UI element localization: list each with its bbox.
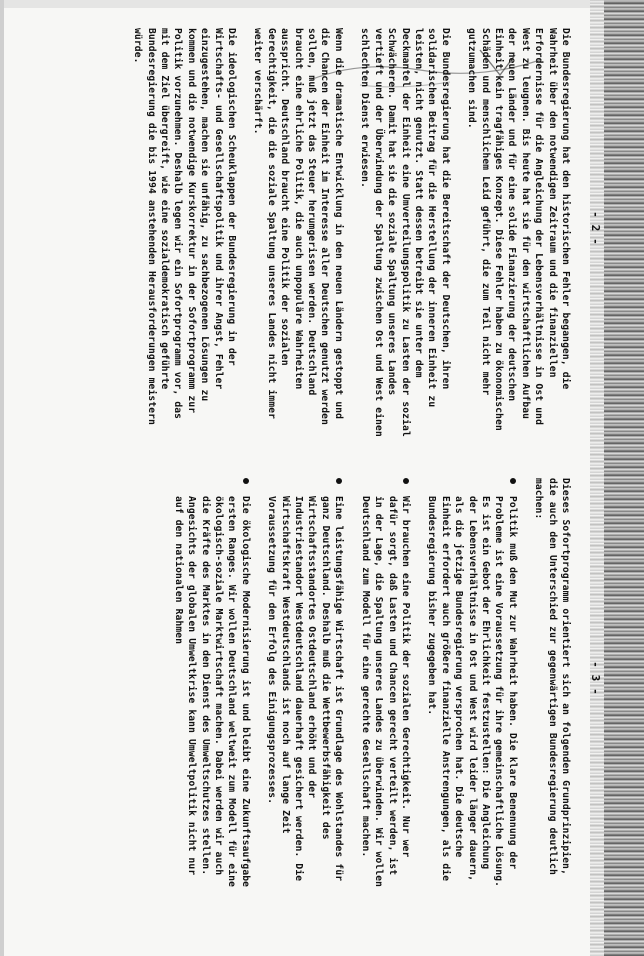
page-right-column [158, 478, 572, 888]
paragraph: Die Bundesregierung hat die Bereitschaft der Deutschen, ihren solidarischen Beitrag für die Herstellung der inneren Einheit zu leisten, nicht genutzt. Statt dessen betreibt sie unter dem Deckmantel der Einheit eine Umverteilungspolitik zu Lasten der sozial Schwächeren. Damit hat sie die soziale Spaltung unseres Landes vertieft und der Überwindung der Spaltung zwischen Ost und West einen schlechten Dienst erwiesen. [359, 28, 451, 437]
bullet-item [425, 478, 519, 888]
scan-top-edge [0, 0, 644, 8]
bullet-text: Politik muß den Mut zur Wahrheit haben. Die klare Benennung der Probleme ist eine Voraussetzung für ihre gemeinschaftliche Lösung. Es ist ein Gebot der Ehrlichkeit festzustellen: Die Angleichung der Lebensverhältnisse in Ost und West wird leider länger dauern, als die jetzige Bundesregierung versprochen hat. Die deutsche Einheit erfordert auch größere finanzielle Anstrengungen, als die Bundesregierung bisher zugegeben hat. [426, 496, 518, 888]
rotated-document-spread [42, 28, 602, 908]
paragraph: Die Bundesregierung hat den historischen Fehler begangen, die Wahrheit über den notwendigen Zeitraum und die finanziellen Erfordernisse für die Angleichung der Lebensverhältnisse in Ost und West zu leugnen. Bis heute hat sie für den wirtschaftlichen Aufbau der neuen Länder und für eine solide Finanzierung der deutschen Einheit kein tragfähiges Konzept. Diese Fehler haben zu ökonomischen Schäden und menschlichem Leid geführt, die zum Teil nicht mehr gutzumachen sind. [466, 28, 571, 431]
intro-paragraph: Dieses Sofortprogramm orientiert sich an folgenden Grundprinzipien, die auch den Unterschied zur gegenwärtigen Bundesregierung deutlich machen: [533, 478, 571, 876]
page-left-column [118, 28, 572, 438]
bullet-text: Wir brauchen eine Politik der sozialen Gerechtigkeit. Nur wer dafür sorgt, daß Lasten und Chancen gerecht verteilt werden, ist in der Lage, die Spaltung unseres Landes zu überwinden. Wir wollen Deutschland zum Modell für eine gerechte Gesellschaft machen. [359, 496, 411, 888]
scan-right-edge-noise [604, 0, 644, 956]
bullet-icon [510, 478, 516, 484]
bullet-item [265, 478, 345, 888]
bullet-item [171, 478, 251, 888]
scan-left-edge [0, 0, 4, 956]
page-number-left: - 2 - [589, 211, 602, 245]
bullet-icon [403, 478, 409, 484]
page-number-right: - 3 - [589, 661, 602, 695]
bullet-item [358, 478, 412, 888]
paragraph: Die ideologischen Scheuklappen der Bundesregierung in der Wirtschafts- und Gesellschaftspolitik und ihrer Angst, Fehler einzugestehen, machen sie unfähig, zu sachbezogenen Lösungen zu kommen und die notwendige Kurskorrektur in der Sofortprogramm zur Politik vorzunehmen. Deshalb legen wir ein Sofortprogramm vor, das mit dem Ziel übergreift, wie eine sozialdemokratisch geführte Bundesregierung die bis 1994 anstehenden Herausforderungen meistern würde. [132, 28, 238, 426]
paragraph: Wenn die dramatische Entwicklung in den neuen Ländern gestoppt und die Chancen der Einheit im Interesse aller Deutschen genutzt werden sollen, muß jetzt das Steuer herumgerissen werden. Deutschland braucht eine ehrliche Politik, die auch unpopuläre Wahrheiten ausspricht. Deutschland braucht eine Politik der sozialen Gerechtigkeit, die die soziale Spaltung unseres Landes nicht immer weiter verschärft. [252, 28, 344, 426]
bullet-icon [243, 478, 249, 484]
bullet-text: Die ökologische Modernisierung ist und bleibt eine Zukunftsaufgabe ersten Ranges. Wir wollen Deutschland weltweit zum Modell für eine ökologisch-soziale Marktwirtschaft machen. Dabei werden wir auch die Kräfte des Marktes in den Dienst des Umweltschutzes stellen. Angesichts der globalen Umweltkrise kann Umweltpolitik nicht nur auf den nationalen Rahmen [172, 496, 251, 888]
bullet-icon [336, 478, 342, 484]
bullet-text: Eine leistungsfähige Wirtschaft ist Grundlage des Wohlstandes für ganz Deutschland. Deshalb muß die Wettbewerbsfähigkeit des Wirtschaftsstandortes Ostdeutschland erhöht und der Industriestandort Westdeutschland dauerhaft gesichert werden. Die Wirtschaftskraft Westdeutschlands ist noch auf lange Zeit Voraussetzung für den Erfolg des Einigungsprozesses. [266, 496, 345, 882]
